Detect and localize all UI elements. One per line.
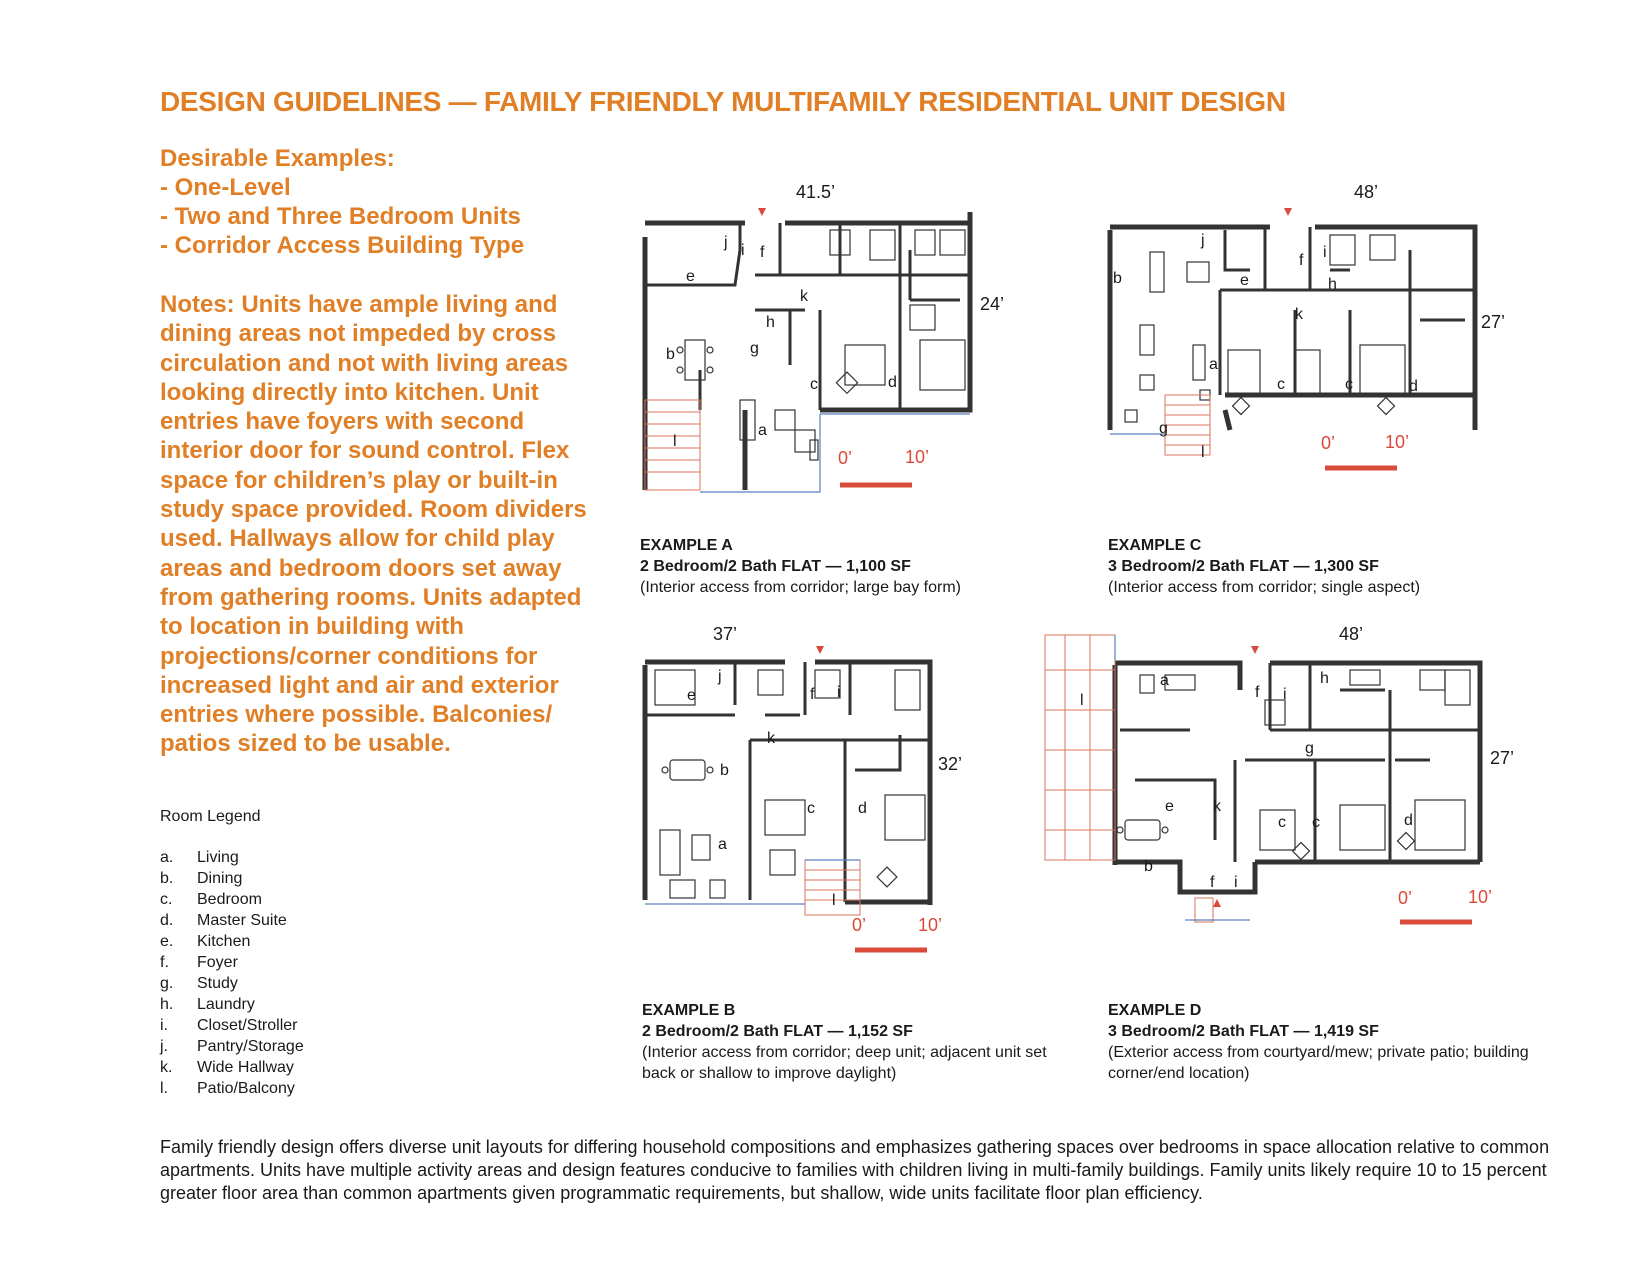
floor-plan-example-b [640,624,970,960]
room-legend-title: Room Legend [160,808,261,825]
scale-end: 10’ [1468,887,1493,907]
legend-item: l. Patio/Balcony [160,1080,295,1097]
example-title: EXAMPLE A [640,537,733,554]
legend-item: k. Wide Hallway [160,1059,294,1076]
examples-heading: Desirable Examples: [160,145,395,172]
scale-start: 0’ [1321,433,1336,453]
room-label: d [1404,812,1413,829]
width-dimension: 48’ [1354,182,1379,202]
floor-plan-c-drawing [1105,190,1495,500]
room-label: b [666,346,675,363]
entry-marker-icon [1251,646,1259,654]
example-description: (Exterior access from courtyard/mew; private patio; building corner/end location) [1108,1044,1529,1082]
room-label: f [760,244,765,261]
room-label: k [800,288,808,305]
room-label: j [718,668,722,685]
room-label: l [673,433,677,450]
floor-plan-b-drawing [640,630,970,960]
room-label: e [687,687,696,704]
room-label: a [1209,356,1218,373]
room-label: j [1201,232,1205,249]
depth-dimension: 24’ [980,294,1005,314]
depth-dimension: 32’ [938,754,963,774]
room-legend [160,806,304,1099]
footer-paragraph: Family friendly design offers diverse unit layouts for differing household compositions and emphasizes gathering spaces over bedrooms in space allocation relative to common apartments. Units have multiple activity areas and design features conducive to families with children living in multi-family buildings. Family units likely require 10 to 15 percent greater floor area than common apartments given programmatic requirements, but shallow, wide units facilitate floor plan efficiency. [160,1137,1550,1203]
scale-start: 0’ [852,915,867,935]
legend-item: d. Master Suite [160,912,287,929]
examples-item: - One-Level [160,174,291,201]
entry-marker-icon [1213,899,1221,907]
room-label: e [1165,798,1174,815]
legend-item: g. Study [160,975,238,992]
scale-start: 0’ [1398,888,1413,908]
room-label: j [724,234,728,251]
room-label: f [1299,252,1304,269]
room-label: d [888,374,897,391]
room-label: b [720,762,729,779]
page-title: DESIGN GUIDELINES — FAMILY FRIENDLY MULTIFAMILY RESIDENTIAL UNIT DESIGN [160,86,1286,117]
entry-marker-icon [758,208,766,216]
room-label: e [686,268,695,285]
room-label: c [810,376,818,393]
room-label: i [1283,686,1287,703]
room-label: h [1328,276,1337,293]
floor-plan-example-d [1040,624,1515,960]
width-dimension: 37’ [713,624,738,644]
room-label: l [1201,444,1205,461]
room-label: b [1144,858,1153,875]
scale-end: 10’ [918,915,943,935]
room-label: a [718,836,727,853]
examples-item: - Corridor Access Building Type [160,232,525,259]
legend-item: a. Living [160,849,239,866]
entry-marker-icon [816,646,824,654]
entry-marker-icon [1284,208,1292,216]
legend-item: i. Closet/Stroller [160,1017,298,1034]
room-label: c [1277,376,1285,393]
example-b-caption [642,1000,1062,1084]
room-label: d [858,800,867,817]
width-dimension: 48’ [1339,624,1364,644]
depth-dimension: 27’ [1481,312,1506,332]
legend-item: j. Pantry/Storage [160,1038,304,1055]
floor-plan-a-drawing [640,190,1010,500]
floor-plan-example-a [640,182,1010,500]
scale-end: 10’ [905,447,930,467]
floor-plan-d-drawing [1040,630,1500,960]
room-label: d [1409,378,1418,395]
room-label: f [810,686,815,703]
room-label: a [1160,672,1169,689]
room-label: i [837,684,841,701]
legend-item: e. Kitchen [160,933,251,950]
room-label: i [1234,874,1238,891]
legend-item: b. Dining [160,870,243,887]
examples-item: - Two and Three Bedroom Units [160,203,521,230]
desirable-examples [160,144,600,260]
legend-item: c. Bedroom [160,891,262,908]
example-description: (Interior access from corridor; deep unit; adjacent unit set back or shallow to improve daylight) [642,1044,1047,1082]
example-title: EXAMPLE B [642,1002,736,1019]
room-label: c [1312,814,1320,831]
example-subtitle: 2 Bedroom/2 Bath FLAT — 1,152 SF [642,1023,913,1040]
room-label: h [1320,670,1329,687]
room-label: k [1213,798,1221,815]
example-description: (Interior access from corridor; large bay form) [640,579,961,596]
room-label: g [1305,740,1314,757]
room-label: f [1255,684,1260,701]
room-label: g [1159,420,1168,437]
room-label: k [1295,306,1303,323]
example-a-caption [640,535,1060,598]
legend-item: f. Foyer [160,954,238,971]
depth-dimension: 27’ [1490,748,1515,768]
width-dimension: 41.5’ [796,182,836,202]
example-description: (Interior access from corridor; single aspect) [1108,579,1421,596]
room-label: c [1345,376,1353,393]
room-label: g [750,340,759,357]
example-title: EXAMPLE C [1108,537,1202,554]
room-label: h [766,314,775,331]
room-label: i [741,242,745,259]
room-label: c [807,800,815,817]
floor-plan-example-c [1105,182,1506,500]
example-d-caption [1108,1000,1558,1084]
room-label: f [1210,874,1215,891]
scale-end: 10’ [1385,432,1410,452]
room-label: l [832,892,836,909]
example-subtitle: 3 Bedroom/2 Bath FLAT — 1,300 SF [1108,558,1379,575]
example-subtitle: 3 Bedroom/2 Bath FLAT — 1,419 SF [1108,1023,1379,1040]
room-label: b [1113,270,1122,287]
legend-item: h. Laundry [160,996,255,1013]
room-label: c [1278,814,1286,831]
example-c-caption [1108,535,1548,598]
room-label: l [1080,692,1084,709]
scale-start: 0’ [838,448,853,468]
room-label: k [767,730,775,747]
room-label: i [1323,244,1327,261]
example-subtitle: 2 Bedroom/2 Bath FLAT — 1,100 SF [640,558,911,575]
room-label: a [758,422,767,439]
design-notes: Notes: Units have ample living and dining areas not impeded by cross circulation and not with living areas looking directly into kitchen. Unit entries have foyers with second interior door for sound control. Flex space for children’s play or built-in study space provided. Room dividers used. Hallways allow for child play areas and bedroom doors set away from gathering rooms. Units adapted to location in building with projections/corner conditions for increased light and air and exterior entries where possible. Balconies/ patios sized to be usable. [160,291,587,758]
example-title: EXAMPLE D [1108,1002,1202,1019]
room-label: e [1240,272,1249,289]
